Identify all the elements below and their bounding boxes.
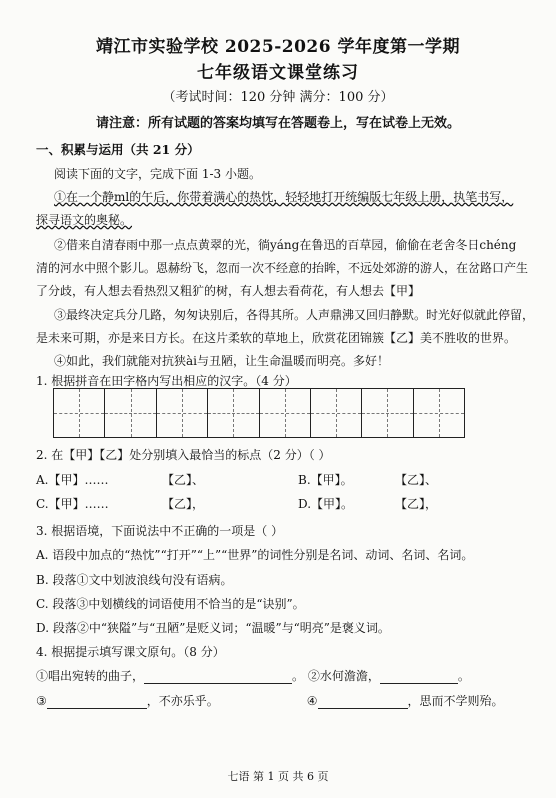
reading-intro: 阅读下面的文字，完成下面 1-3 小题。 [54, 167, 261, 181]
grid-cell[interactable] [157, 389, 208, 437]
answer-blank-4[interactable] [318, 708, 408, 709]
grid-cell[interactable] [54, 389, 105, 437]
q4-prompt-1: ①唱出宛转的曲子， [36, 669, 145, 683]
grid-cell[interactable] [414, 389, 464, 437]
q4-label-3: ③ [36, 694, 47, 708]
q3-option-c[interactable]: C. 段落③中划横线的词语使用不恰当的是“诀别”。 [36, 597, 305, 611]
q4-prompt-4: ，思而不学则殆。 [407, 694, 504, 708]
grid-cell[interactable] [260, 389, 311, 437]
q3-option-d[interactable]: D. 段落②中“狭隘”与“丑陋”是贬义词；“温暖”与“明亮”是褒义词。 [36, 621, 390, 635]
grid-cell[interactable] [105, 389, 156, 437]
q3-option-a[interactable]: A. 语段中加点的“热忱”“打开”“上”“世界”的词性分别是名词、动词、名词、名词。 [36, 548, 474, 562]
paragraph-4: ④如此，我们就能对抗狭ài与丑陋，让生命温暖而明亮。多好！ [54, 354, 389, 368]
paragraph-2-line-3: 了分歧，有人想去看热烈又粗犷的树，有人想去看荷花，有人想去【甲】 [36, 284, 421, 298]
q2-option-c-second: 【乙】， [162, 497, 205, 511]
paragraph-3-line-1: ③最终决定兵分几路，匆匆诀别后，各得其所。人声鼎沸又回归静默。时光好似就此停留， [54, 308, 535, 322]
q2-option-d-second: 【乙】， [395, 497, 438, 511]
question-1: 1. 根据拼音在田字格内写出相应的汉字。（4 分） [36, 374, 297, 388]
paragraph-1-line-2: 探寻语文的奥秘。 [36, 213, 133, 227]
q4-line-2 [36, 692, 504, 709]
question-3: 3. 根据语境，下面说法中不正确的一项是（ ） [36, 524, 284, 538]
q3-option-b[interactable]: B. 段落①文中划波浪线句没有语病。 [36, 573, 233, 587]
tianzige-grid[interactable] [53, 388, 465, 438]
q2-option-b-second: 【乙】、 [395, 473, 438, 487]
answer-blank-2[interactable] [380, 683, 458, 684]
q4-prompt-2: 。 ②水何澹澹， [292, 669, 380, 683]
section-title: 一、积累与运用（共 21 分） [36, 142, 200, 157]
q2-option-c[interactable]: C.【甲】…… [36, 497, 109, 511]
q4-line-1 [36, 667, 470, 684]
q2-option-b[interactable]: B.【甲】。 [298, 473, 353, 487]
notice: 请注意：所有试题的答案均填写在答题卷上，写在试卷上无效。 [95, 116, 460, 131]
q2-option-a-second: 【乙】、 [162, 473, 205, 487]
question-4: 4. 根据提示填写课文原句。（8 分） [36, 645, 225, 659]
question-2: 2. 在【甲】【乙】处分别填入最恰当的标点（2 分）（ ） [36, 448, 331, 462]
answer-blank-1[interactable] [144, 683, 292, 684]
grid-cell[interactable] [311, 389, 362, 437]
paragraph-1-line-1: ①在一个静ml的午后，你带着满心的热忱，轻轻地打开统编版七年级上册，执笔书写， [54, 190, 514, 204]
page-footer: 七语 第 1 页 共 6 页 [227, 770, 329, 783]
q4-prompt-3: ，不亦乐乎。 [146, 694, 219, 708]
exam-info: （考试时间：120 分钟 满分：100 分） [162, 90, 394, 105]
grid-cell[interactable] [362, 389, 413, 437]
q2-option-d[interactable]: D.【甲】。 [298, 497, 354, 511]
answer-blank-3[interactable] [47, 708, 147, 709]
page-title: 靖江市实验学校 2025-2026 学年度第一学期 [95, 37, 461, 57]
q4-end-2: 。 [457, 669, 470, 683]
paragraph-3-line-2: 是未来可期，亦是来日方长。在这片柔软的草地上，欣赏花团锦簇【乙】美不胜收的世界。 [36, 331, 517, 345]
paragraph-2-line-1: ②借来自清春雨中那一点点黄翠的光，徜yáng在鲁迅的百草园，偷偷在老舍冬日chéng [54, 238, 517, 252]
grid-cell[interactable] [208, 389, 259, 437]
paragraph-2-line-2: 清的河水中照个影儿。恩赫纷飞，忽而一次不经意的抬眸，不远处郊游的游人，在岔路口产生 [36, 261, 529, 275]
page-subtitle: 七年级语文课堂练习 [197, 63, 359, 83]
q4-label-4: ④ [306, 694, 318, 708]
q2-option-a[interactable]: A.【甲】…… [36, 473, 109, 487]
